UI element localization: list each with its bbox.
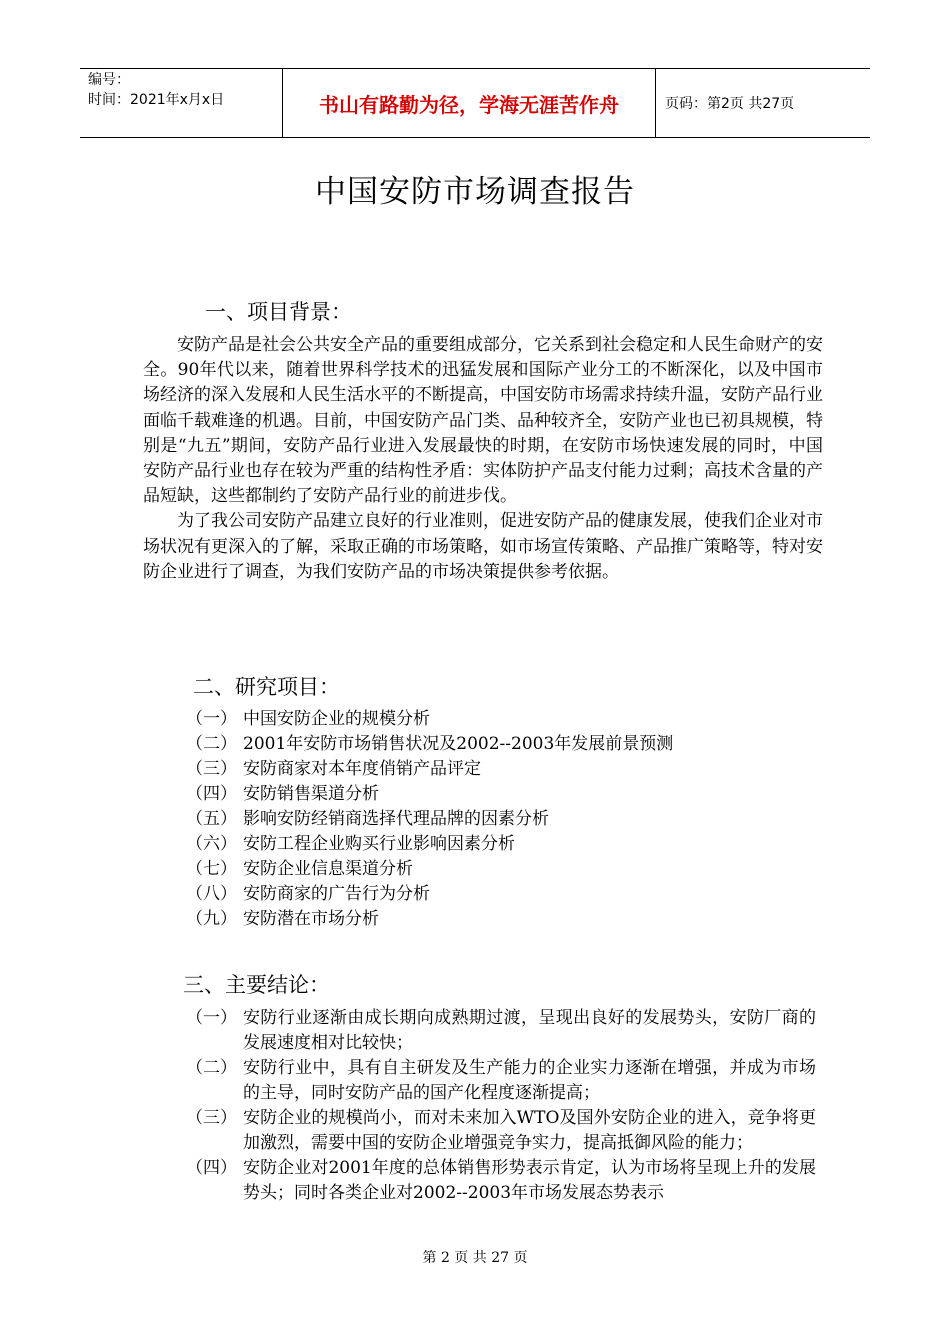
item-text: 安防行业中，具有自主研发及生产能力的企业实力逐渐在增强，并成为市场的主导，同时安防产品的国产化程度逐渐提高；	[243, 1058, 816, 1103]
section-heading-background: 一、项目背景：	[205, 300, 352, 324]
item-number: （四）	[186, 1158, 237, 1178]
item-number: （二）	[186, 734, 237, 754]
item-text: 中国安防企业的规模分析	[243, 709, 430, 729]
item-number: （七）	[186, 859, 237, 879]
list-item	[186, 882, 673, 907]
list-item	[186, 782, 673, 807]
item-text: 安防潜在市场分析	[243, 909, 379, 929]
item-text: 安防企业信息渠道分析	[243, 859, 413, 879]
section-heading-conclusions: 三、主要结论：	[183, 973, 330, 997]
time-label: 时间：2021年x月x日	[88, 92, 225, 108]
item-number: （三）	[186, 759, 237, 779]
list-item	[186, 907, 673, 932]
page-title: 中国安防市场调查报告	[315, 174, 635, 210]
item-number: （一）	[186, 709, 237, 729]
list-item	[186, 832, 673, 857]
section-heading-research: 二、研究项目：	[193, 675, 340, 699]
list-item	[186, 1106, 816, 1156]
number-label: 编号：	[88, 72, 130, 88]
list-item	[186, 707, 673, 732]
research-list	[186, 707, 673, 932]
page-code: 页码：第2页 共27页	[665, 96, 795, 112]
list-item	[186, 732, 673, 757]
paragraph: 为了我公司安防产品建立良好的行业准则，促进安防产品的健康发展，使我们企业对市场状况有更深入的了解，采取正确的市场策略，如市场宣传策略、产品推广策略等，特对安防企业进行了调查，为我们安防产品的市场决策提供参考依据。	[143, 511, 823, 582]
motto: 书山有路勤为径，学海无涯苦作舟	[282, 69, 656, 137]
item-number: （二）	[186, 1058, 237, 1078]
item-number: （四）	[186, 784, 237, 804]
background-body	[143, 333, 823, 585]
list-item	[186, 757, 673, 782]
item-number: （五）	[186, 809, 237, 829]
item-number: （六）	[186, 834, 237, 854]
item-number: （三）	[186, 1108, 237, 1128]
list-item	[186, 1156, 816, 1206]
item-text: 2001年安防市场销售状况及2002--2003年发展前景预测	[243, 734, 674, 754]
item-text: 安防销售渠道分析	[243, 784, 379, 804]
item-text: 影响安防经销商选择代理品牌的因素分析	[243, 809, 549, 829]
list-item	[186, 807, 673, 832]
item-text: 安防工程企业购买行业影响因素分析	[243, 834, 515, 854]
paragraph: 安防产品是社会公共安全产品的重要组成部分，它关系到社会稳定和人民生命财产的安全。90年代以来，随着世界科学技术的迅猛发展和国际产业分工的不断深化，以及中国市场经济的深入发展和人民生活水平的不断提高，中国安防市场需求持续升温，安防产品行业面临千载难逢的机遇。目前，中国安防产品门类、品种较齐全，安防产业也已初具规模，特别是“九五”期间，安防产品行业进入发展最快的时期，在安防市场快速发展的同时，中国安防产品行业也存在较为严重的结构性矛盾：实体防护产品支付能力过剩；高技术含量的产品短缺，这些都制约了安防产品行业的前进步伐。	[143, 335, 823, 507]
item-text: 安防企业的规模尚小，而对未来加入WTO及国外安防企业的进入，竞争将更加激烈，需要中国的安防企业增强竞争实力，提高抵御风险的能力；	[243, 1108, 816, 1153]
item-text: 安防企业对2001年度的总体销售形势表示肯定，认为市场将呈现上升的发展势头；同时各类企业对2002--2003年市场发展态势表示	[243, 1158, 816, 1203]
header-meta-cell	[80, 69, 282, 137]
item-text: 安防行业逐渐由成长期向成熟期过渡，呈现出良好的发展势头，安防厂商的发展速度相对比较快；	[243, 1008, 816, 1053]
list-item	[186, 1056, 816, 1106]
list-item	[186, 1006, 816, 1056]
conclusions-list	[186, 1006, 816, 1206]
item-number: （八）	[186, 884, 237, 904]
item-text: 安防商家对本年度俏销产品评定	[243, 759, 481, 779]
item-number: （九）	[186, 909, 237, 929]
item-number: （一）	[186, 1008, 237, 1028]
document-header	[80, 68, 870, 138]
item-text: 安防商家的广告行为分析	[243, 884, 430, 904]
list-item	[186, 857, 673, 882]
page-footer: 第 2 页 共 27 页	[422, 1250, 528, 1266]
